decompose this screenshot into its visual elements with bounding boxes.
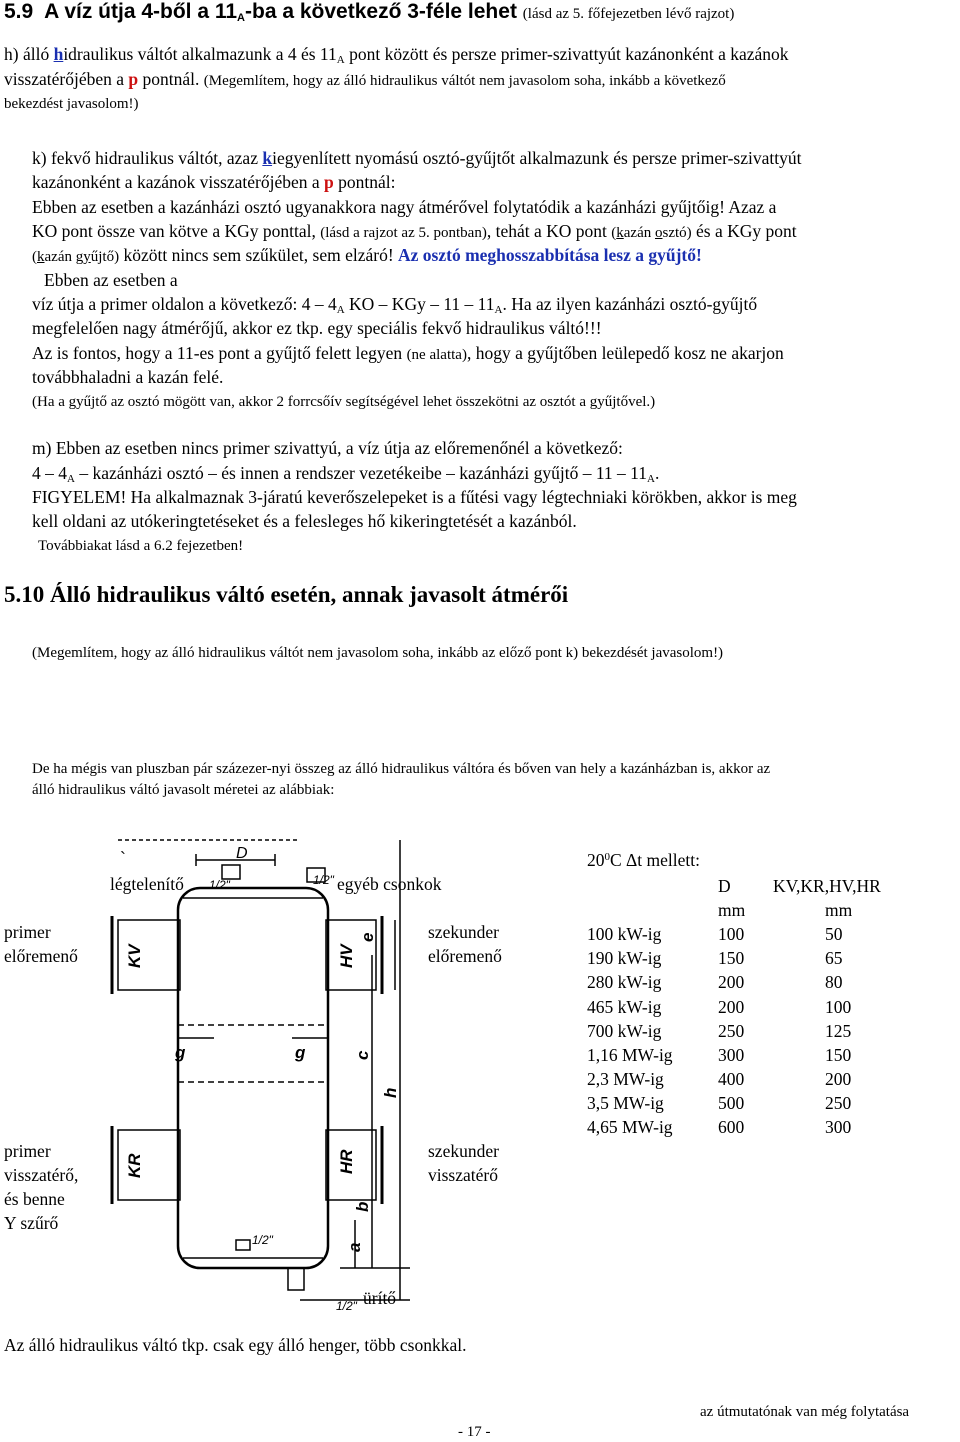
- d-cell: 200: [718, 972, 745, 993]
- power-cell: 280 kW-ig: [587, 972, 662, 993]
- d-cell: 200: [718, 996, 745, 1017]
- kv-label: KV: [125, 944, 144, 968]
- power-cell: 190 kW-ig: [587, 948, 662, 969]
- table-row: [587, 995, 881, 1019]
- section-heading-5-9: 5.9 A víz útja 4-ből a $11_A-ba$ a következő 3-féle lehet (lásd az 5. főfejezetben lévő rajzot): [4, 0, 735, 24]
- primary-return-label-2: visszatérő,: [4, 1165, 79, 1185]
- para-k-line2: kazánonként a kazánok visszatérőjében a p pontnál:: [32, 172, 396, 192]
- d-cell: 300: [718, 1044, 745, 1065]
- sec510-note: (Megemlítem, hogy az álló hidraulikus váltót nem javasolom soha, inkább az előző pont k) bekezdését javasolom!): [32, 645, 724, 661]
- nozzle-cell: 100: [825, 996, 852, 1017]
- secondary-flow-label-2: előremenő: [428, 946, 502, 966]
- hr-label: HR: [337, 1149, 356, 1174]
- para-k-line11: (Ha a gyűjtő az osztó mögött van, akkor 2 forrcsőív segítségével lehet összekötni az osztót a gyűjtővel.): [32, 394, 656, 410]
- table-row: [587, 1068, 881, 1092]
- para-m-line1: m) Ebben az esetben nincs primer szivattyú, a víz útja az előremenőnél a következő:: [32, 438, 623, 458]
- power-cell: 100 kW-ig: [587, 923, 662, 944]
- para-k-line7: víz útja a primer oldalon a következő: $4 - 4_A$ KO – KGy – $11 - 11_A$. Ha az ilyen kazánházi osztó-gyűjtő: [32, 294, 758, 316]
- table-row: [587, 1019, 881, 1043]
- table-row: [587, 1092, 881, 1116]
- d-cell: 150: [718, 948, 745, 969]
- sec510-para-line2: álló hidraulikus váltó javasolt méretei az alábbiak:: [32, 782, 335, 798]
- para-k-line5: (kazán gyűjtő) között nincs sem szűkület, sem elzáró! Az osztó meghosszabbítása lesz a gyűjtő!: [32, 245, 702, 265]
- para-k-line8: megfelelően nagy átmérőjű, akkor ez tkp. egy speciális fekvő hidraulikus váltó!!!: [32, 318, 602, 338]
- d-cell: 500: [718, 1093, 745, 1114]
- nozzle-cell: 250: [825, 1093, 852, 1114]
- nozzle-cell: 200: [825, 1069, 852, 1090]
- half-inch-label-3: 1/2": [252, 1233, 273, 1247]
- g-label-right: g: [295, 1043, 306, 1062]
- para-h-line1: h) álló hidraulikus váltót alkalmazunk a 4 és $11_A$ pont között és persze primer-szivattyút kazánonként a kazánok: [4, 44, 789, 66]
- primary-return-label-3: és benne: [4, 1189, 65, 1209]
- primary-flow-label-2: előremenő: [4, 946, 78, 966]
- para-m-line2: $4 - 4_A$ – kazánházi osztó – és innen a rendszer vezetékeibe – kazánházi gyűjtő – $11 - 11_A$.: [32, 463, 660, 485]
- para-h-line2: visszatérőjében a p pontnál. (Megemlítem, hogy az álló hidraulikus váltót nem javasolom soha, inkább a következő: [4, 69, 726, 89]
- diagram-caption: Az álló hidraulikus váltó tkp. csak egy álló henger, több csonkkal.: [4, 1335, 467, 1355]
- col-d-header: D: [718, 875, 731, 896]
- primary-flow-label-1: primer: [4, 922, 51, 942]
- separator-cylinder: [178, 888, 328, 1268]
- primary-return-label-4: Y szűrő: [4, 1213, 59, 1233]
- drain-nozzle: [288, 1268, 304, 1290]
- para-k-line4: KO pont össze van kötve a KGy ponttal, (lásd a rajzot az 5. pontban), tehát a KO pont (kazán osztó) és a KGy pont: [32, 221, 797, 241]
- a-label: a: [345, 1242, 364, 1252]
- page-number: - 17 -: [458, 1424, 491, 1440]
- heading-number: 5.9: [4, 0, 34, 23]
- other-nozzles-label: egyéb csonkok: [337, 874, 442, 894]
- power-cell: 4,65 MW-ig: [587, 1117, 673, 1138]
- d-cell: 600: [718, 1117, 745, 1138]
- section-heading-5-10: 5.10 Álló hidraulikus váltó esetén, annak javasolt átmérői: [4, 582, 569, 607]
- power-cell: 3,5 MW-ig: [587, 1093, 664, 1114]
- table-row: [587, 1116, 881, 1140]
- d-label: D: [236, 845, 248, 862]
- half-inch-label-1: 1/2": [209, 878, 230, 892]
- table-header-row: [587, 874, 881, 898]
- table-row: [587, 922, 881, 946]
- col-nozzle-header: KV,KR,HV,HR: [773, 875, 881, 896]
- half-inch-label-4: 1/2": [336, 1299, 357, 1313]
- unit-d: mm: [718, 899, 746, 920]
- kr-label: KR: [125, 1153, 144, 1178]
- continuation-note: az útmutatónak van még folytatása: [700, 1404, 910, 1420]
- nozzle-cell: 125: [825, 1020, 852, 1041]
- para-k-line9: Az is fontos, hogy a 11-es pont a gyűjtő felett legyen (ne alatta), hogy a gyűjtőben leülepedő kosz ne akarjon: [32, 343, 784, 363]
- secondary-return-label-2: visszatérő: [428, 1165, 498, 1185]
- drain-label: ürítő: [363, 1288, 397, 1308]
- para-m-line4: kell oldani az utókeringtetéseket és a felesleges hő kikeringtetését a kazánból.: [32, 511, 577, 531]
- heading-note: (lásd az 5. főfejezetben lévő rajzot): [522, 6, 735, 22]
- table-title: $20^0C$ Δt mellett:: [587, 850, 700, 870]
- table-row: [587, 1043, 881, 1067]
- c-label: c: [353, 1050, 372, 1060]
- table-row: [587, 947, 881, 971]
- small-nozzle: [236, 1240, 250, 1250]
- vent-nozzle: [222, 865, 240, 879]
- para-m-line5: Továbbiakat lásd a 6.2 fejezetben!: [38, 538, 244, 554]
- power-cell: 2,3 MW-ig: [587, 1069, 664, 1090]
- d-cell: 400: [718, 1069, 745, 1090]
- b-label: b: [353, 1201, 372, 1212]
- primary-return-label-1: primer: [4, 1141, 51, 1161]
- e-label: e: [358, 932, 377, 942]
- power-cell: 700 kW-ig: [587, 1020, 662, 1041]
- para-m-line3: FIGYELEM! Ha alkalmaznak 3-járatú keverőszelepeket is a fűtési vagy légtechniaki körökben, akkor is meg: [32, 487, 797, 507]
- nozzle-cell: 150: [825, 1044, 852, 1065]
- power-cell: 1,16 MW-ig: [587, 1044, 673, 1065]
- tick-mark: `: [120, 849, 126, 869]
- para-h-line3: bekezdést javasolom!): [4, 96, 139, 112]
- power-cell: 465 kW-ig: [587, 996, 662, 1017]
- diameter-table: [587, 874, 881, 1140]
- heading-text: A víz útja 4-ből a 11: [44, 0, 238, 23]
- d-cell: 100: [718, 923, 745, 944]
- d-cell: 250: [718, 1020, 745, 1041]
- para-k-line3: Ebben az esetben a kazánházi osztó ugyanakkora nagy átmérővel folytatódik a kazánházi gyűjtőig! Azaz a: [32, 197, 777, 217]
- nozzle-cell: 300: [825, 1117, 852, 1138]
- nozzle-cell: 65: [825, 948, 843, 969]
- sec510-para-line1: De ha mégis van pluszban pár százezer-nyi összeg az álló hidraulikus váltóra és bőven van hely a kazánházban is, akkor az: [32, 761, 771, 777]
- unit-nozzle: mm: [825, 899, 853, 920]
- nozzle-cell: 80: [825, 972, 843, 993]
- para-k-line1: k) fekvő hidraulikus váltót, azaz kiegyenlített nyomású osztó-gyűjtőt alkalmazunk és persze primer-szivattyút: [32, 148, 802, 168]
- nozzle-cell: 50: [825, 923, 843, 944]
- g-label-left: g: [175, 1043, 186, 1062]
- secondary-flow-label-1: szekunder: [428, 922, 499, 942]
- hv-label: HV: [337, 944, 356, 968]
- h-label: h: [381, 1087, 400, 1098]
- vent-label: légtelenítő: [110, 874, 184, 894]
- para-k-line6: Ebben az esetben a: [44, 270, 178, 290]
- secondary-return-label-1: szekunder: [428, 1141, 499, 1161]
- para-k-line10: továbbhaladni a kazán felé.: [32, 367, 224, 387]
- half-inch-label-2: 1/2": [313, 873, 334, 887]
- table-row: [587, 971, 881, 995]
- table-unit-row: [587, 898, 881, 922]
